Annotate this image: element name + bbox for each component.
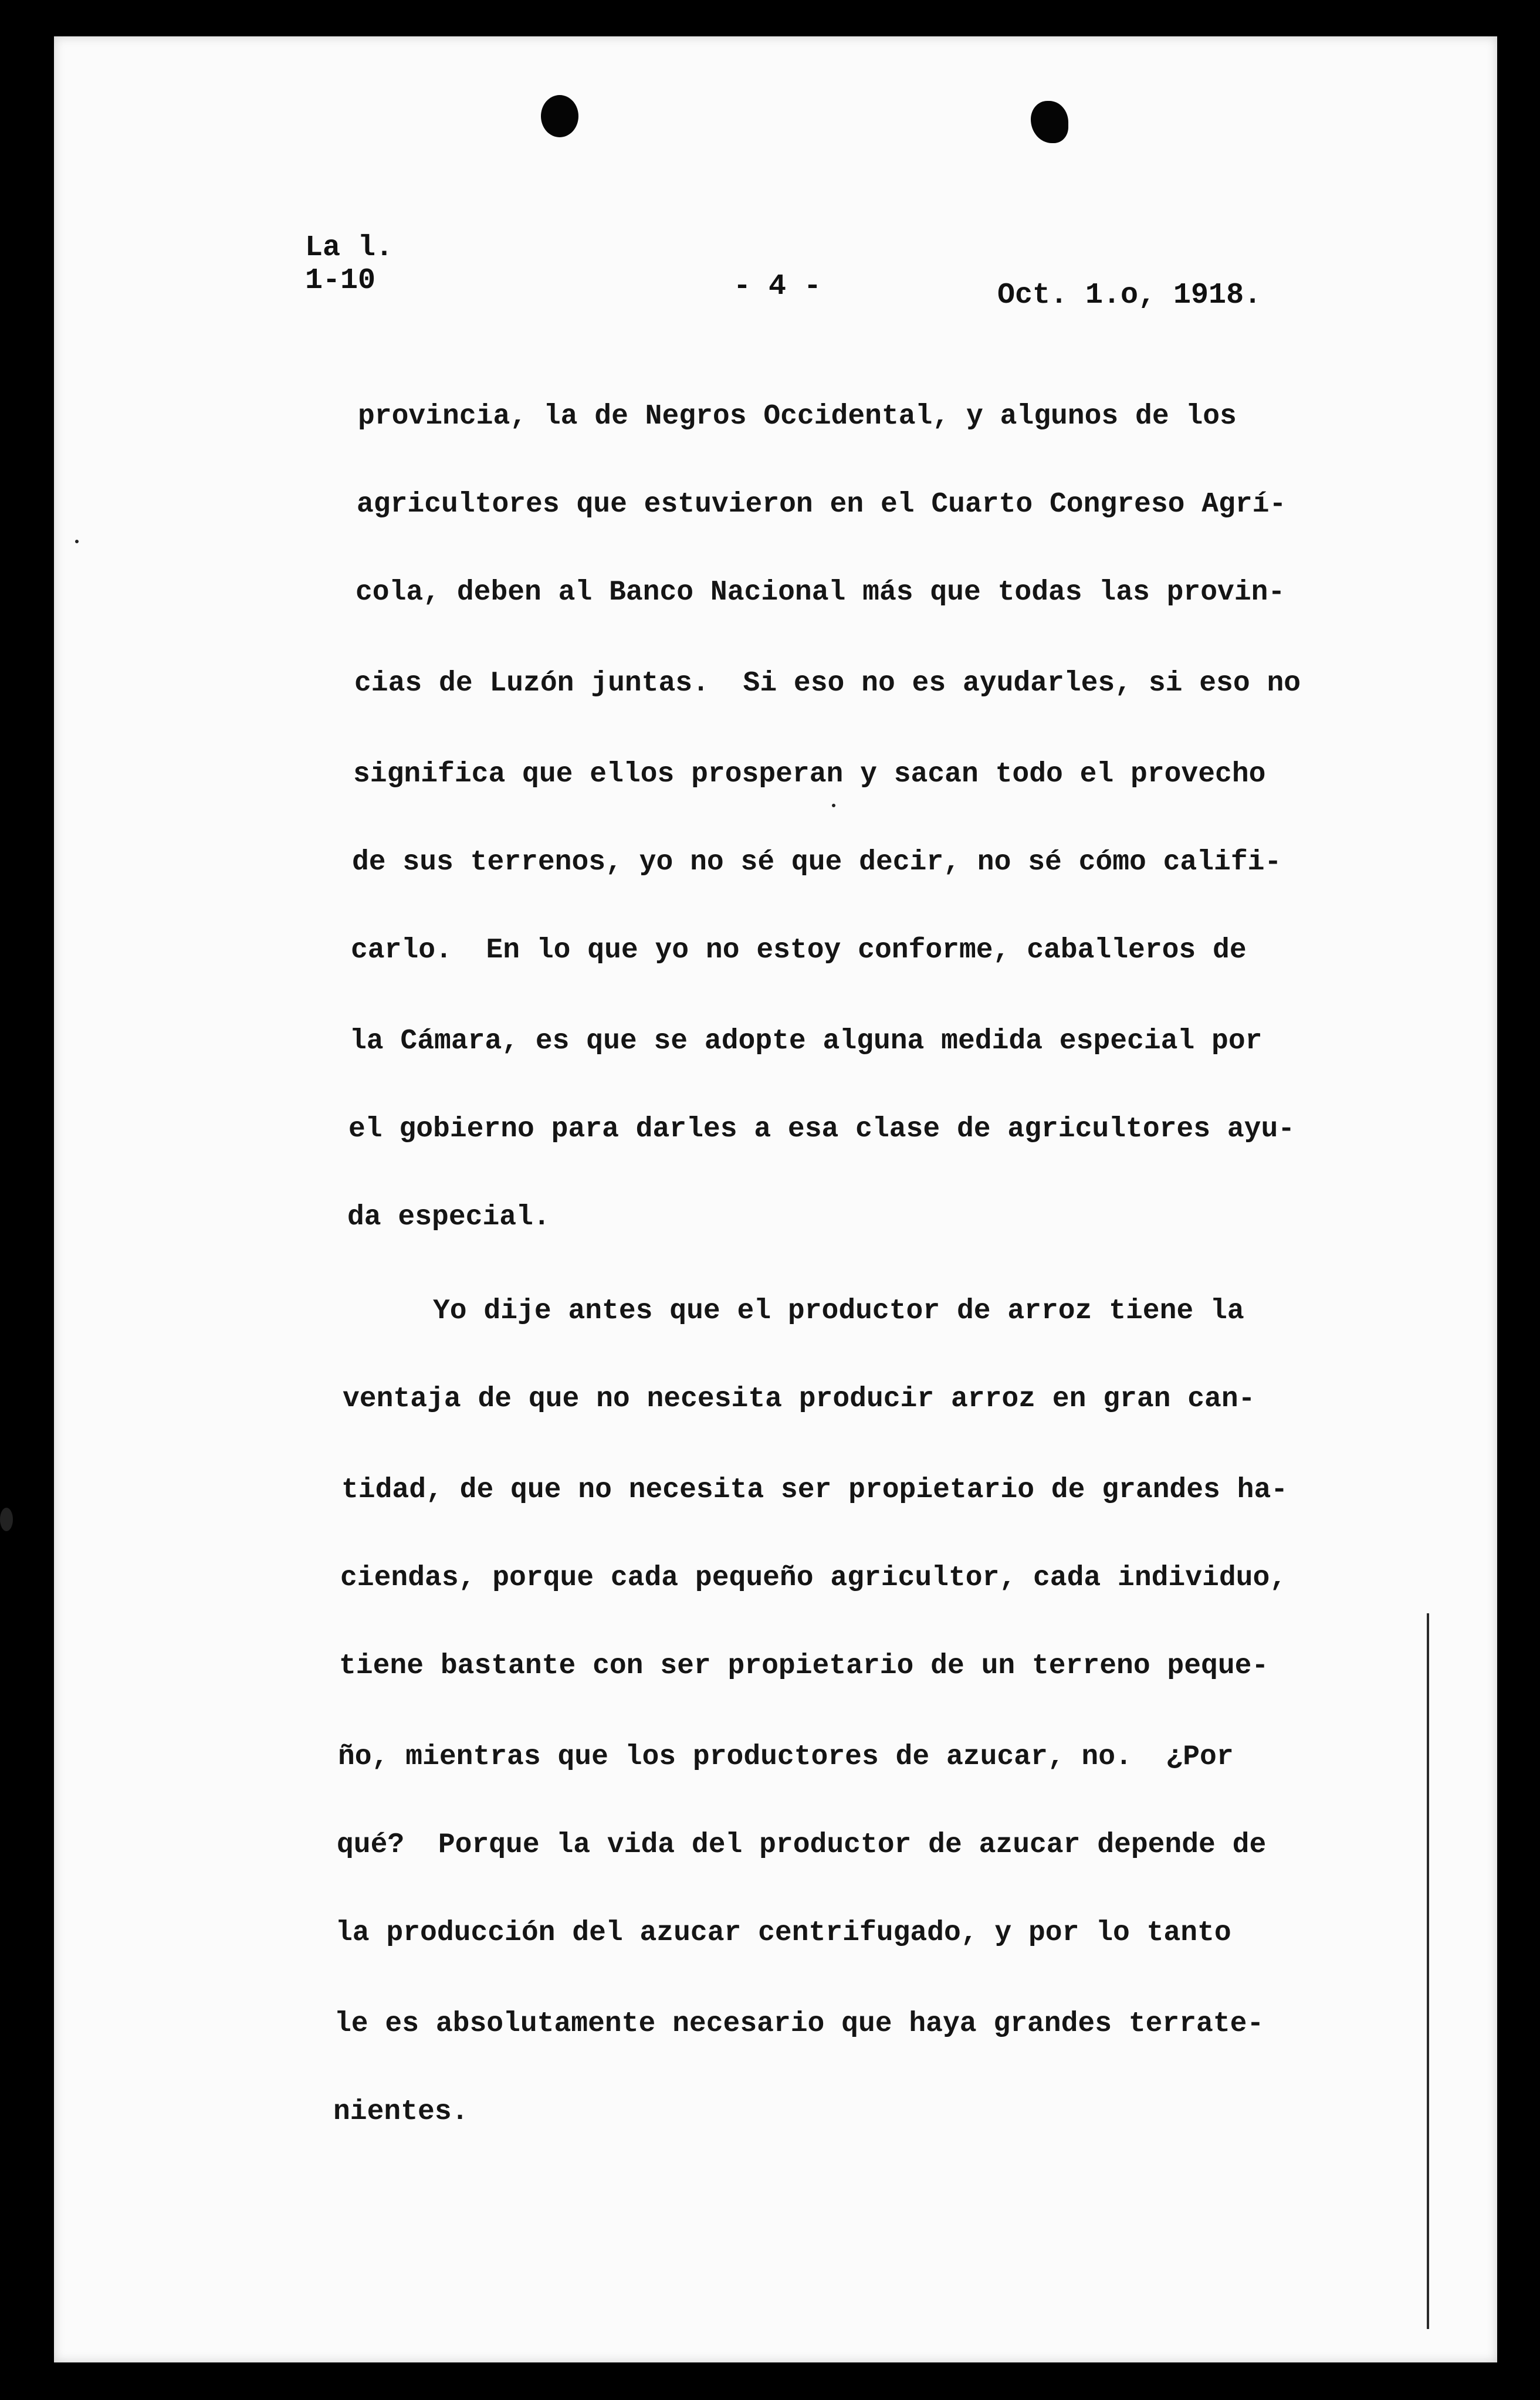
punch-hole-right — [1031, 101, 1068, 143]
text-line: da especial. — [347, 1201, 550, 1233]
punch-hole-left — [541, 95, 578, 137]
scan-mark — [0, 1508, 13, 1531]
text-line: significa que ellos prosperan y sacan todo el provecho — [353, 759, 1266, 790]
reference-code — [305, 232, 393, 297]
text-line: tidad, de que no necesita ser propietario de grandes ha- — [341, 1474, 1288, 1506]
scan-speck — [75, 540, 79, 543]
text-line: carlo. En lo que yo no estoy conforme, caballeros de — [351, 935, 1247, 966]
page-number: - 4 - — [733, 270, 822, 303]
text-line: la Cámara, es que se adopte alguna medida especial por — [350, 1025, 1263, 1057]
text-line: de sus terrenos, yo no sé que decir, no sé cómo califi- — [352, 847, 1282, 878]
reference-line-2: 1-10 — [305, 264, 376, 297]
text-line: ciendas, porque cada pequeño agricultor, cada individuo, — [340, 1562, 1287, 1594]
page-edge-shadow — [1427, 1613, 1429, 2329]
document-date: Oct. 1.o, 1918. — [997, 279, 1262, 312]
text-line: nientes. — [333, 2096, 469, 2128]
text-line: agricultores que estuvieron en el Cuarto Congreso Agrí- — [357, 489, 1287, 520]
text-line: cola, deben al Banco Nacional más que todas las provin- — [356, 577, 1285, 608]
text-line: provincia, la de Negros Occidental, y algunos de los — [358, 401, 1237, 432]
text-line: qué? Porque la vida del productor de azucar depende de — [337, 1829, 1267, 1861]
text-line: ño, mientras que los productores de azucar, no. ¿Por — [338, 1741, 1234, 1773]
text-line: ventaja de que no necesita producir arroz en gran can- — [343, 1383, 1255, 1415]
text-line: la producción del azucar centrifugado, y por lo tanto — [336, 1917, 1231, 1949]
text-line: le es absolutamente necesario que haya grandes terrate- — [334, 2008, 1264, 2040]
text-line: cias de Luzón juntas. Si eso no es ayudarles, si eso no — [354, 668, 1301, 699]
text-line: tiene bastante con ser propietario de un terreno peque- — [339, 1650, 1269, 1682]
reference-line-1: La l. — [305, 231, 394, 265]
scan-speck — [832, 804, 835, 807]
text-line: Yo dije antes que el productor de arroz tiene la — [433, 1295, 1244, 1327]
text-line: el gobierno para darles a esa clase de agricultores ayu- — [348, 1113, 1295, 1145]
